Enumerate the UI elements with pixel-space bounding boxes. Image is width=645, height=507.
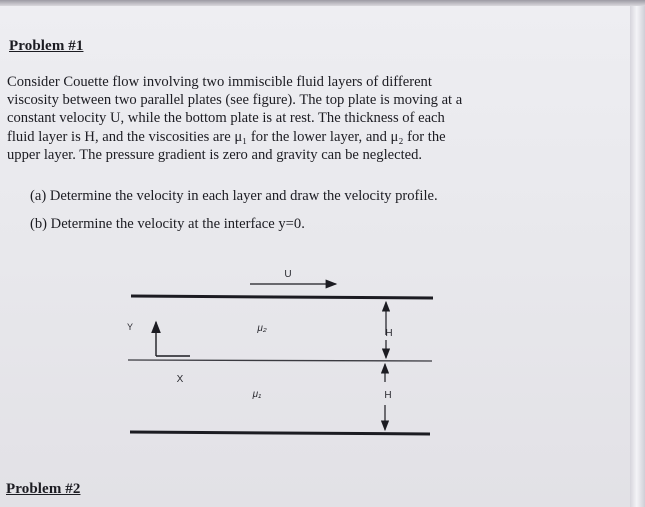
statement-line: viscosity between two parallel plates (see figure). The top plate is moving at a	[7, 92, 463, 109]
problem-1-heading: Problem #1	[9, 38, 84, 54]
x-axis-label: X	[176, 374, 184, 385]
statement-line: constant velocity U, while the bottom plate is at rest. The thickness of each	[7, 110, 445, 127]
part-b-question: (b) Determine the velocity at the interface y=0.	[30, 216, 305, 232]
upper-viscosity-label: μ₂	[257, 323, 267, 334]
statement-line: fluid layer is H, and the viscosities are μ₁ for the lower layer, and μ₂ for the	[7, 128, 446, 145]
lower-thickness-label: H	[384, 390, 392, 401]
upper-thickness-label: H	[385, 328, 393, 339]
bottom-plate	[130, 432, 430, 434]
part-a-question: (a) Determine the velocity in each layer and draw the velocity profile.	[30, 188, 438, 204]
statement-line: upper layer. The pressure gradient is zero and gravity can be neglected.	[7, 146, 423, 163]
interface-line	[128, 360, 432, 361]
lower-viscosity-label: μ₁	[252, 389, 262, 400]
problem-2-heading: Problem #2	[6, 481, 81, 497]
top-plate	[131, 296, 433, 298]
y-axis-label: Y	[126, 322, 134, 332]
statement-line: Consider Couette flow involving two immiscible fluid layers of different	[7, 74, 432, 90]
velocity-label: U	[284, 269, 292, 280]
